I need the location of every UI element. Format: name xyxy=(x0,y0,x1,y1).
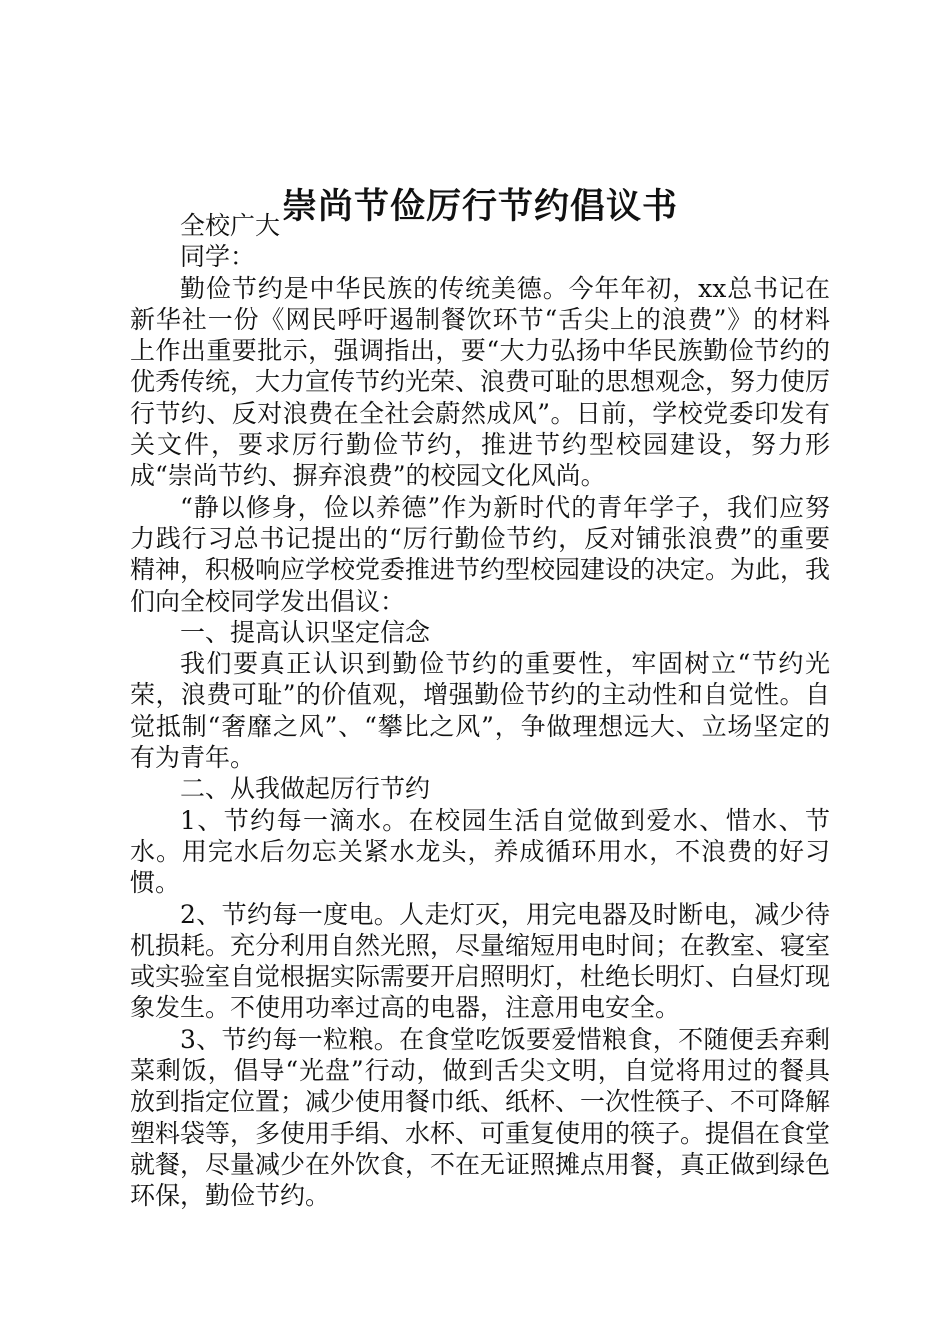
section-heading-1: 一、提高认识坚定信念 xyxy=(180,617,431,647)
paragraph-call: “静以修身，俭以养德”作为新时代的青年学子，我们应努力践行习总书记提出的“厉行勤俭节约，反对铺张浪费”的重要精神，积极响应学校党委推进节约型校园建设的决定。为此，我们向全校同学发出倡议： xyxy=(130,492,831,616)
salutation-line-1: 全校广大 xyxy=(180,211,281,240)
paragraph-water: 1、节约每一滴水。在校园生活自觉做到爱水、惜水、节水。用完水后勿忘关紧水龙头，养成循环用水，不浪费的好习惯。 xyxy=(130,805,830,898)
paragraph-food: 3、节约每一粒粮。在食堂吃饭要爱惜粮食，不随便丢弃剩菜剩饭，倡导“光盘”行动，做到舌尖文明，自觉将用过的餐具放到指定位置；减少使用餐巾纸、纸杯、一次性筷子、不可降解塑料袋等，多使用手绢、水杯、可重复使用的筷子。提倡在食堂就餐，尽量减少在外饮食，不在无证照摊点用餐，真正做到绿色环保，勤俭节约。 xyxy=(130,1024,831,1211)
paragraph-section-1: 我们要真正认识到勤俭节约的重要性，牢固树立“节约光荣，浪费可耻”的价值观，增强勤俭节约的主动性和自觉性。自觉抵制“奢靡之风”、“攀比之风”，争做理想远大、立场坚定的有为青年。 xyxy=(130,649,830,773)
document-title: 崇尚节俭厉行节约倡议书 xyxy=(281,186,678,227)
paragraph-electricity: 2、节约每一度电。人走灯灭，用完电器及时断电，减少待机损耗。充分利用自然光照，尽量缩短用电时间；在教室、寝室或实验室自觉根据实际需要开启照明灯，杜绝长明灯、白昼灯现象发生。不使用功率过高的电器，注意用电安全。 xyxy=(130,899,831,1023)
paragraph-intro: 勤俭节约是中华民族的传统美德。今年年初，xx总书记在新华社一份《网民呼吁遏制餐饮环节“舌尖上的浪费”》的材料上作出重要批示，强调指出，要“大力弘扬中华民族勤俭节约的优秀传统，大力宣传节约光荣、浪费可耻的思想观念，努力使厉行节约、反对浪费在全社会蔚然成风”。日前，学校党委印发有关文件，要求厉行勤俭节约，推进节约型校园建设，努力形成“崇尚节约、摒弃浪费”的校园文化风尚。 xyxy=(130,273,831,491)
salutation-line-2: 同学： xyxy=(180,242,256,272)
section-heading-2: 二、从我做起厉行节约 xyxy=(180,774,431,804)
document-body xyxy=(130,210,830,1212)
